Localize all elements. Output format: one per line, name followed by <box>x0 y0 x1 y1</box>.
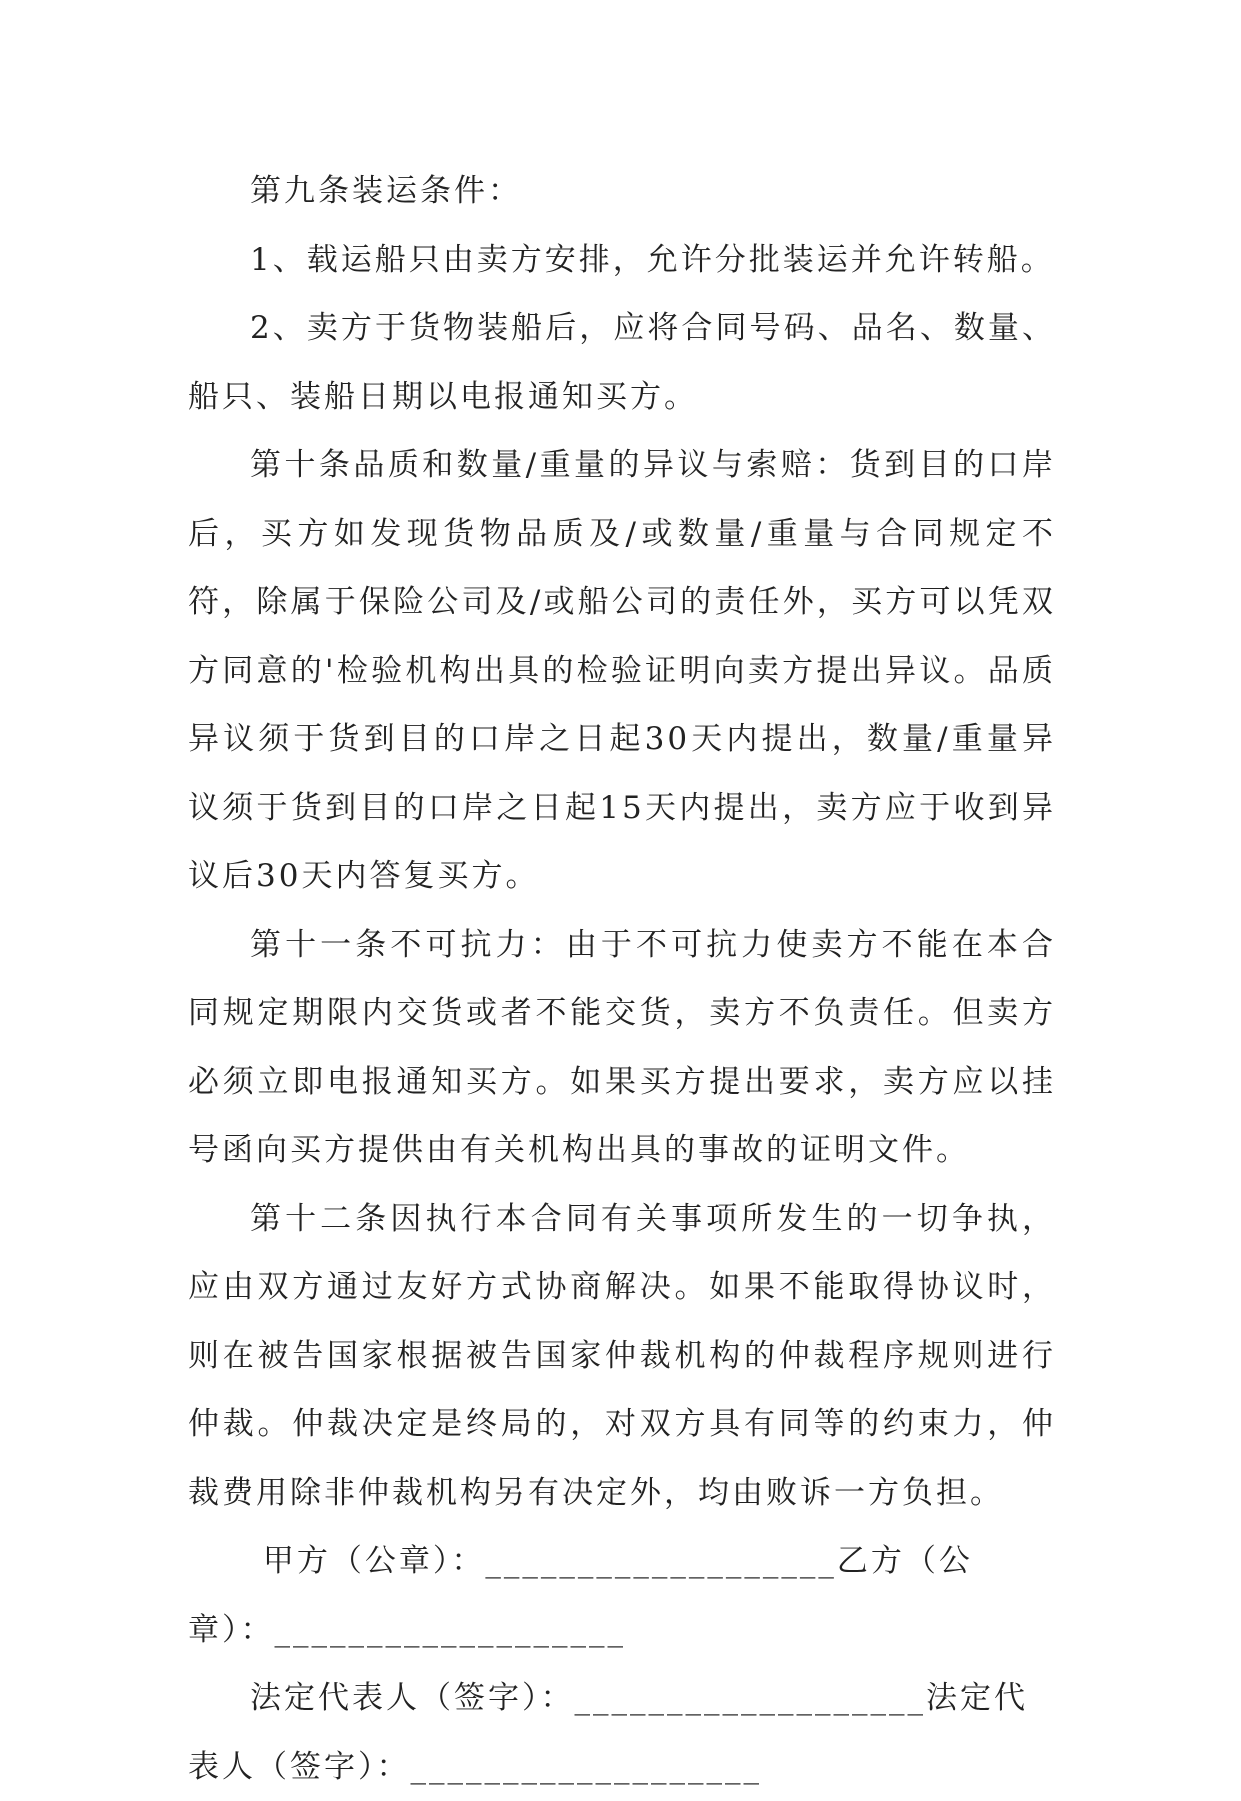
representative-signature-line: 法定代表人（签字）：___________________法定代表人（签字）：___________________ <box>188 1680 1028 1785</box>
article-9-heading: 第九条装运条件： <box>250 173 522 209</box>
article-9-clause-2: 2、卖方于货物装船后，应将合同号码、品名、数量、船只、装船日期以电报通知买方。 <box>188 310 1056 415</box>
article-10-paragraph: 第十条品质和数量/重量的异议与索赔：货到目的口岸后，买方如发现货物品质及/或数量/重量与合同规定不符，除属于保险公司及/或船公司的责任外，买方可以凭双方同意的'检验机构出具的检验证明向卖方提出异议。品质异议须于货到目的口岸之日起30天内提出，数量/重量异议须于货到目的口岸之日起15天内提出，卖方应于收到异议后30天内答复买方。 <box>188 447 1056 894</box>
article-11-paragraph: 第十一条不可抗力：由于不可抗力使卖方不能在本合同规定期限内交货或者不能交货，卖方不负责任。但卖方必须立即电报通知买方。如果买方提出要求，卖方应以挂号函向买方提供由有关机构出具的事故的证明文件。 <box>188 926 1056 1168</box>
article-12-paragraph: 第十二条因执行本合同有关事项所发生的一切争执，应由双方通过友好方式协商解决。如果不能取得协议时，则在被告国家根据被告国家仲裁机构的仲裁程序规则进行仲裁。仲裁决定是终局的，对双方具有同等的约束力，仲裁费用除非仲裁机构另有决定外，均由败诉一方负担。 <box>188 1200 1056 1511</box>
contract-page <box>188 157 1056 1801</box>
article-9-clause-1: 1、载运船只由卖方安排，允许分批装运并允许转船。 <box>250 241 1055 278</box>
seal-signature-line: 甲方（公章）：___________________乙方（公章）：___________________ <box>188 1543 973 1648</box>
